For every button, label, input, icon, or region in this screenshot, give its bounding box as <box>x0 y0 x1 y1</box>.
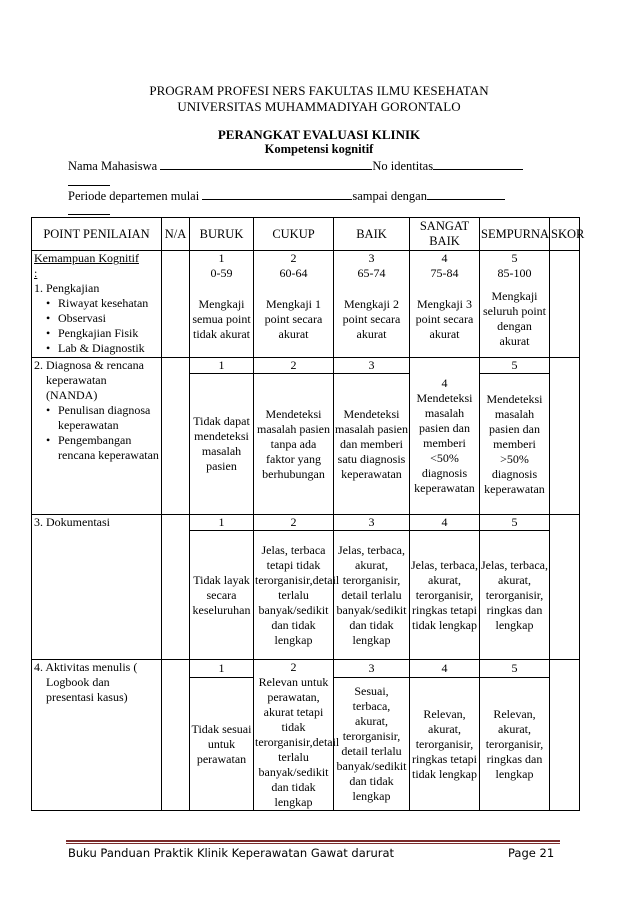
col-skor: SKOR <box>550 218 580 251</box>
header-line-1: PROGRAM PROFESI NERS FAKULTAS ILMU KESEHATAN <box>149 83 489 98</box>
header-line-2: UNIVERSITAS MUHAMMADIYAH GORONTALO <box>177 99 461 114</box>
desc-cell: Tidak sesuai untuk perawatan <box>190 678 254 811</box>
row2-skor-cell[interactable] <box>550 358 580 515</box>
sampai-label: sampai dengan <box>352 189 427 203</box>
desc-cell: Jelas, terbaca, akurat, terorganisir, ringkas dan lengkap <box>480 531 550 660</box>
row4-na-cell[interactable] <box>162 660 190 811</box>
row1-title: 1. Pengkajian <box>34 281 100 295</box>
score-cell: 5 85-100 <box>480 251 550 282</box>
footer-rule <box>66 840 560 842</box>
nama-line <box>68 158 523 174</box>
list-item: • Observasi <box>58 311 160 326</box>
col-sangat-baik: SANGAT BAIK <box>410 218 480 251</box>
desc-cell: 2 Relevan untuk perawatan, akurat tetapi tidak terorganisir,detail terlalu banyak/sedikit dan tidak lengkap <box>255 660 340 809</box>
col-sempurna: SEMPURNA <box>480 218 550 251</box>
score-cell: 3 65-74 <box>334 251 410 282</box>
table-row <box>32 660 580 678</box>
score-cell: 1 <box>190 515 254 531</box>
score-cell: 2 60-64 <box>254 251 334 282</box>
row2-criteria <box>32 358 162 515</box>
list-item: • Lab & Diagnostik <box>58 341 160 356</box>
table-header-row <box>32 218 580 251</box>
list-item: • Pengkajian Fisik <box>58 326 160 341</box>
nama-field-cont[interactable] <box>68 174 110 186</box>
desc-cell: Tidak dapat mendeteksi masalah pasien <box>190 374 254 515</box>
desc-cell: Jelas, terbaca, akurat, terorganisir, ringkas tetapi tidak lengkap <box>410 531 480 660</box>
periode-field[interactable] <box>202 188 352 200</box>
row2-title: 2. Diagnosa & rencana keperawatan (NANDA) <box>34 358 144 402</box>
desc-cell: Relevan, akurat, terorganisir, ringkas dan lengkap <box>480 678 550 811</box>
score-cell: 4 <box>410 515 480 531</box>
list-item: • Penulisan diagnosa keperawatan <box>58 403 160 433</box>
desc-cell: Mengkaji 2 point secara akurat <box>334 281 410 358</box>
score-cell: 4 <box>410 660 480 678</box>
col-na: N/A <box>162 218 190 251</box>
row3-skor-cell[interactable] <box>550 515 580 660</box>
score-cell: 1 <box>190 358 254 374</box>
desc-cell: Jelas, terbaca, akurat, terorganisir, detail terlalu banyak/sedikit dan tidak lengkap <box>334 531 410 660</box>
desc-cell: Mengkaji 1 point secara akurat <box>254 281 334 358</box>
periode-field-cont[interactable] <box>68 203 110 215</box>
desc-cell: Tidak layak secara keseluruhan <box>190 531 254 660</box>
score-cell: 1 <box>190 660 254 678</box>
col-point-penilaian: POINT PENILAIAN <box>32 218 162 251</box>
score-cell: 3 <box>334 358 410 374</box>
row1-skor-cell[interactable] <box>550 251 580 358</box>
footer-title: Buku Panduan Praktik Klinik Keperawatan Gawat darurat <box>68 846 395 860</box>
periode-label: Periode departemen mulai <box>68 189 200 203</box>
row1-na-cell[interactable] <box>162 251 190 358</box>
score-cell: 3 <box>334 660 410 678</box>
no-field[interactable] <box>433 158 523 170</box>
col-buruk: BURUK <box>190 218 254 251</box>
table-row <box>32 251 580 282</box>
row4-skor-cell[interactable] <box>550 660 580 811</box>
desc-cell: Mendeteksi masalah pasien dan memberi >50% diagnosis keperawatan <box>480 374 550 515</box>
doc-title: PERANGKAT EVALUASI KLINIK <box>217 127 421 142</box>
score-cell: 5 <box>480 515 550 531</box>
table-row <box>32 515 580 531</box>
doc-subtitle: Kompetensi kognitif <box>264 142 374 156</box>
desc-cell: Relevan, akurat, terorganisir, ringkas tetapi tidak lengkap <box>410 678 480 811</box>
no-label: No identitas <box>372 159 434 173</box>
nama-field[interactable] <box>160 158 372 170</box>
row4-title: 4. Aktivitas menulis ( Logbook dan presentasi kasus) <box>34 660 138 704</box>
desc-cell: 4 Mendeteksi masalah pasien dan memberi <50% diagnosis keperawatan <box>410 358 480 515</box>
score-cell: 2 <box>254 515 334 531</box>
row3-na-cell[interactable] <box>162 515 190 660</box>
col-cukup: CUKUP <box>254 218 334 251</box>
row2-na-cell[interactable] <box>162 358 190 515</box>
score-cell: 2 <box>254 358 334 374</box>
evaluation-table <box>31 217 585 811</box>
desc-cell: Mendeteksi masalah pasien tanpa ada faktor yang berhubungan <box>254 374 334 515</box>
desc-cell: Mengkaji 3 point secara akurat <box>410 281 480 358</box>
sampai-field[interactable] <box>427 188 505 200</box>
nama-label: Nama Mahasiswa <box>68 159 158 173</box>
score-cell: 1 0-59 <box>190 251 254 282</box>
list-item: • Pengembangan rencana keperawatan <box>58 433 160 463</box>
score-cell: 4 75-84 <box>410 251 480 282</box>
footer-rule-thin <box>66 843 560 844</box>
col-baik: BAIK <box>334 218 410 251</box>
row1-list <box>34 296 160 356</box>
row4-criteria <box>32 660 162 811</box>
row3-criteria <box>32 515 162 660</box>
list-item: • Riwayat kesehatan <box>58 296 160 311</box>
desc-cell: Mendeteksi masalah pasien dan memberi satu diagnosis keperawatan <box>334 374 410 515</box>
desc-cell: Jelas, terbaca tetapi tidak terorganisir,detail terlalu banyak/sedikit dan tidak lengkap <box>254 531 334 660</box>
row2-list <box>34 403 160 463</box>
score-cell: 5 <box>480 358 550 374</box>
row3-title: 3. Dokumentasi <box>34 515 110 529</box>
row1-criteria <box>32 251 162 358</box>
score-cell: 3 <box>334 515 410 531</box>
page-number: Page 21 <box>508 846 555 860</box>
desc-cell: Mengkaji semua point tidak akurat <box>190 281 254 358</box>
desc-cell: Sesuai, terbaca, akurat, terorganisir, detail terlalu banyak/sedikit dan tidak lengkap <box>334 678 410 811</box>
desc-cell: Mengkaji seluruh point dengan akurat <box>480 281 550 358</box>
score-cell: 5 <box>480 660 550 678</box>
periode-line <box>68 188 505 204</box>
section-title: Kemampuan Kognitif : <box>34 251 139 280</box>
table-row <box>32 358 580 374</box>
